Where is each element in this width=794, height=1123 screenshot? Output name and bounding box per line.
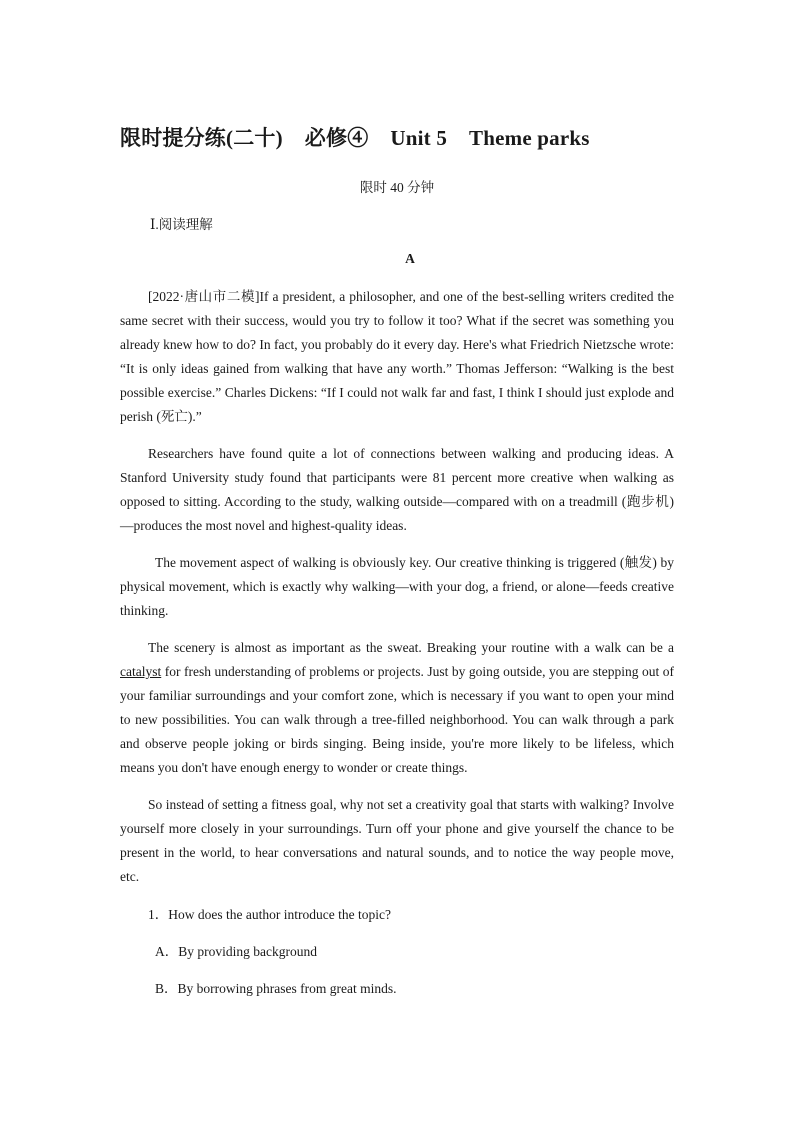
question-1: 1．How does the author introduce the topic? — [148, 907, 391, 922]
paragraph-4 — [120, 636, 674, 780]
source-tag: [2022·唐山市二模] — [148, 289, 260, 304]
paragraph-3: The movement aspect of walking is obviously key. Our creative thinking is triggered (触发) by physical movement, which is exactly why walking—with your dog, a friend, or alone—feeds creative thinking. — [120, 555, 674, 618]
page-title — [120, 122, 612, 152]
paragraph-2: Researchers have found quite a lot of connections between walking and producing ideas. A Stanford University study found that participants were 81 percent more creative when walking as opposed to sitting. According to the study, walking outside—compared with on a treadmill (跑步机)—produces the most novel and highest-quality ideas. — [120, 446, 674, 533]
title-topic: Theme parks — [469, 126, 590, 150]
paragraph-1 — [120, 285, 674, 429]
paragraph-4-after: for fresh understanding of problems or projects. Just by going outside, you are stepping out of your familiar surroundings and your comfort zone, which is necessary if you want to open your mind to new possibilities. You can walk through a tree-filled neighborhood. You can walk through a park and observe people joking or birds singing. Being inside, you're more likely to be lifeless, which means you don't have enough energy to wonder or create things. — [120, 664, 674, 775]
paragraph-4-before: The scenery is almost as important as the sweat. Breaking your routine with a walk can be a — [148, 640, 674, 655]
question-1-option-a: A．By providing background — [155, 944, 317, 959]
time-limit: 限时 40 分钟 — [359, 180, 435, 195]
title-book: 必修④ — [304, 126, 369, 150]
question-1-option-b: B．By borrowing phrases from great minds. — [155, 981, 397, 996]
paragraph-1-text: If a president, a philosopher, and one of the best-selling writers credited the same secret with their success, would you try to follow it too? What if the secret was something you already knew how to do? In fact, you probably do it every day. Here's what Friedrich Nietzsche wrote: “It is only ideas gained from walking that have any worth.” Thomas Jefferson: “Walking is the best possible exercise.” Charles Dickens: “If I could not walk far and fast, I think I should just explode and perish (死亡).” — [120, 289, 674, 424]
title-unit: Unit 5 — [390, 126, 448, 150]
paragraph-5: So instead of setting a fitness goal, why not set a creativity goal that starts with walking? Involve yourself more closely in your surroundings. Turn off your phone and give yourself the chance to be present in the world, to hear conversations and natural sounds, and to notice the way people move, etc. — [120, 797, 674, 884]
underlined-word: catalyst — [120, 664, 162, 679]
passage-label: A — [405, 251, 415, 266]
title-series: 限时提分练(二十) — [120, 126, 283, 150]
section-heading: Ⅰ.阅读理解 — [150, 217, 213, 232]
